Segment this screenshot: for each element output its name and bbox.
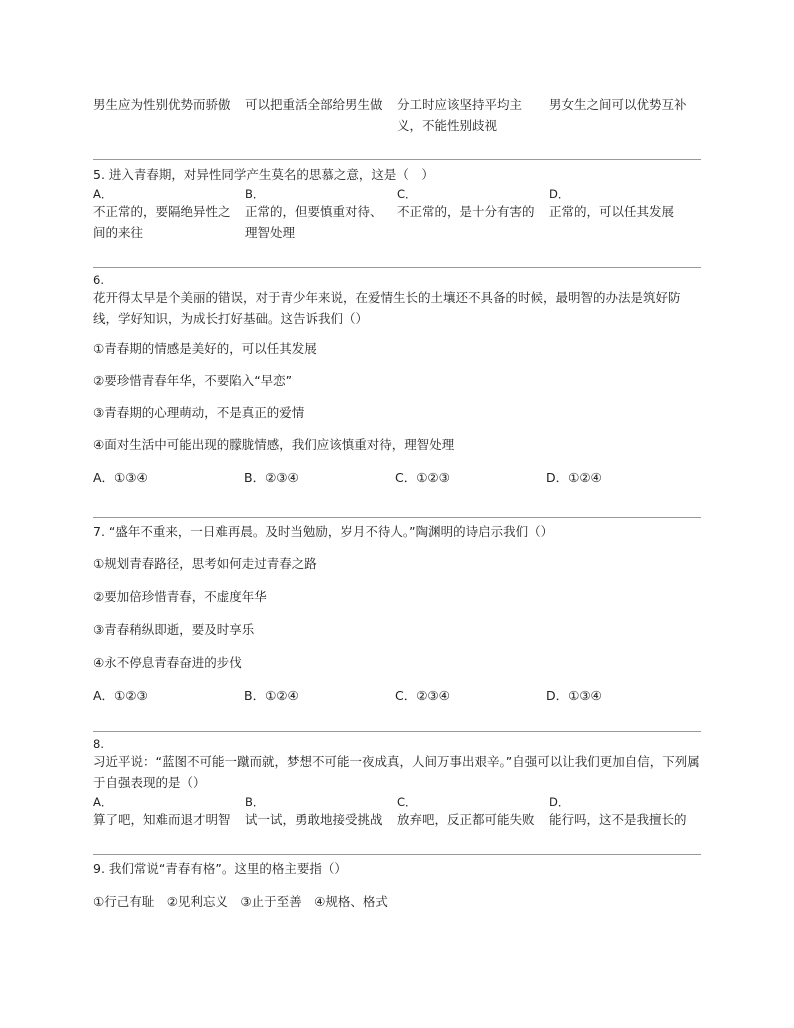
- q5-option-c[interactable]: 不正常的，是十分有害的: [397, 204, 535, 219]
- q7-item-2: ②要加倍珍惜青春，不虚度年华: [93, 589, 267, 604]
- q5-label-b: B．: [245, 187, 265, 201]
- q7-item-3: ③青春稍纵即逝，要及时享乐: [93, 622, 255, 637]
- q7-choice-a[interactable]: A．①②③: [93, 688, 148, 703]
- q9-items: ①行己有耻 ②见利忘义 ③止于至善 ④规格、格式: [93, 894, 388, 909]
- q5-option-d[interactable]: 正常的，可以任其发展: [549, 204, 675, 219]
- q6-item-2: ②要珍惜青春年华，不要陷入“早恋”: [93, 373, 293, 388]
- q6-choices: [93, 468, 701, 488]
- q6-choice-a[interactable]: A．①③④: [93, 470, 148, 485]
- q5-label-a: A．: [93, 187, 113, 201]
- question-8: [93, 737, 701, 830]
- q6-item-4: ④面对生活中可能出现的朦胧情感，我们应该慎重对待，理智处理: [93, 437, 455, 452]
- q4-options: [93, 94, 701, 136]
- q8-stem: 习近平说：“蓝图不可能一蹴而就，梦想不可能一夜成真，人间万事出艰辛。”自强可以让我们更加自信，下列属于自强表现的是（）: [93, 754, 700, 790]
- question-9: [93, 859, 701, 912]
- q6-stem: 花开得太早是个美丽的错误，对于青少年来说，在爱情生长的土壤还不具备的时候，最明智的办法是筑好防线，学好知识，为成长打好基础。这告诉我们（）: [93, 290, 681, 326]
- q8-option-d[interactable]: 能行吗，这不是我擅长的: [549, 812, 687, 827]
- q8-label-c: C．: [397, 795, 417, 809]
- q4-option-a[interactable]: 男生应为性别优势而骄傲: [93, 97, 231, 112]
- q7-choice-c[interactable]: C．②③④: [395, 688, 450, 703]
- q7-choice-b[interactable]: B．①②④: [244, 688, 299, 703]
- q6-choice-c[interactable]: C．①②③: [395, 470, 450, 485]
- q5-label-c: C．: [397, 187, 417, 201]
- q7-item-1: ①规划青春路径，思考如何走过青春之路: [93, 556, 317, 571]
- divider: [93, 731, 701, 732]
- q8-label-d: D．: [549, 795, 570, 809]
- q6-item-3: ③青春期的心理萌动，不是真正的爱情: [93, 405, 305, 420]
- q9-stem: 9. 我们常说“青春有格”。这里的格主要指（）: [93, 861, 347, 876]
- q6-choice-d[interactable]: D．①②④: [546, 470, 602, 485]
- q6-choice-b[interactable]: B．②③④: [244, 470, 299, 485]
- q7-stem: 7. “盛年不重来，一日难再晨。及时当勉励，岁月不待人。”陶渊明的诗启示我们（）: [93, 524, 554, 539]
- q5-option-b[interactable]: 正常的，但要慎重对待、理智处理: [245, 204, 383, 240]
- q7-choices: [93, 686, 701, 706]
- question-5: [93, 165, 701, 243]
- q8-label-b: B．: [245, 795, 265, 809]
- divider: [93, 159, 701, 160]
- q4-option-d[interactable]: 男女生之间可以优势互补: [549, 97, 687, 112]
- q4-option-c[interactable]: 分工时应该坚持平均主义，不能性别歧视: [397, 97, 523, 133]
- q8-option-c[interactable]: 放弃吧，反正都可能失败: [397, 812, 535, 827]
- divider: [93, 854, 701, 855]
- q8-option-a[interactable]: 算了吧，知难而退才明智: [93, 812, 231, 827]
- q6-number: 6.: [93, 273, 104, 287]
- question-7: [93, 522, 701, 706]
- q5-stem: 5. 进入青春期，对异性同学产生莫名的思慕之意，这是（ ）: [93, 167, 434, 182]
- q7-item-4: ④永不停息青春奋进的步伐: [93, 655, 242, 670]
- q8-label-a: A．: [93, 795, 113, 809]
- q7-choice-d[interactable]: D．①③④: [546, 688, 602, 703]
- divider: [93, 267, 701, 268]
- q6-item-1: ①青春期的情感是美好的，可以任其发展: [93, 341, 317, 356]
- q5-label-d: D．: [549, 187, 570, 201]
- question-6: [93, 273, 701, 488]
- q5-option-a[interactable]: 不正常的，要隔绝异性之间的来往: [93, 204, 231, 240]
- divider: [93, 517, 701, 518]
- q4-option-b[interactable]: 可以把重活全部给男生做: [245, 97, 383, 112]
- q8-number: 8.: [93, 737, 104, 751]
- q8-option-b[interactable]: 试一试，勇敢地接受挑战: [245, 812, 383, 827]
